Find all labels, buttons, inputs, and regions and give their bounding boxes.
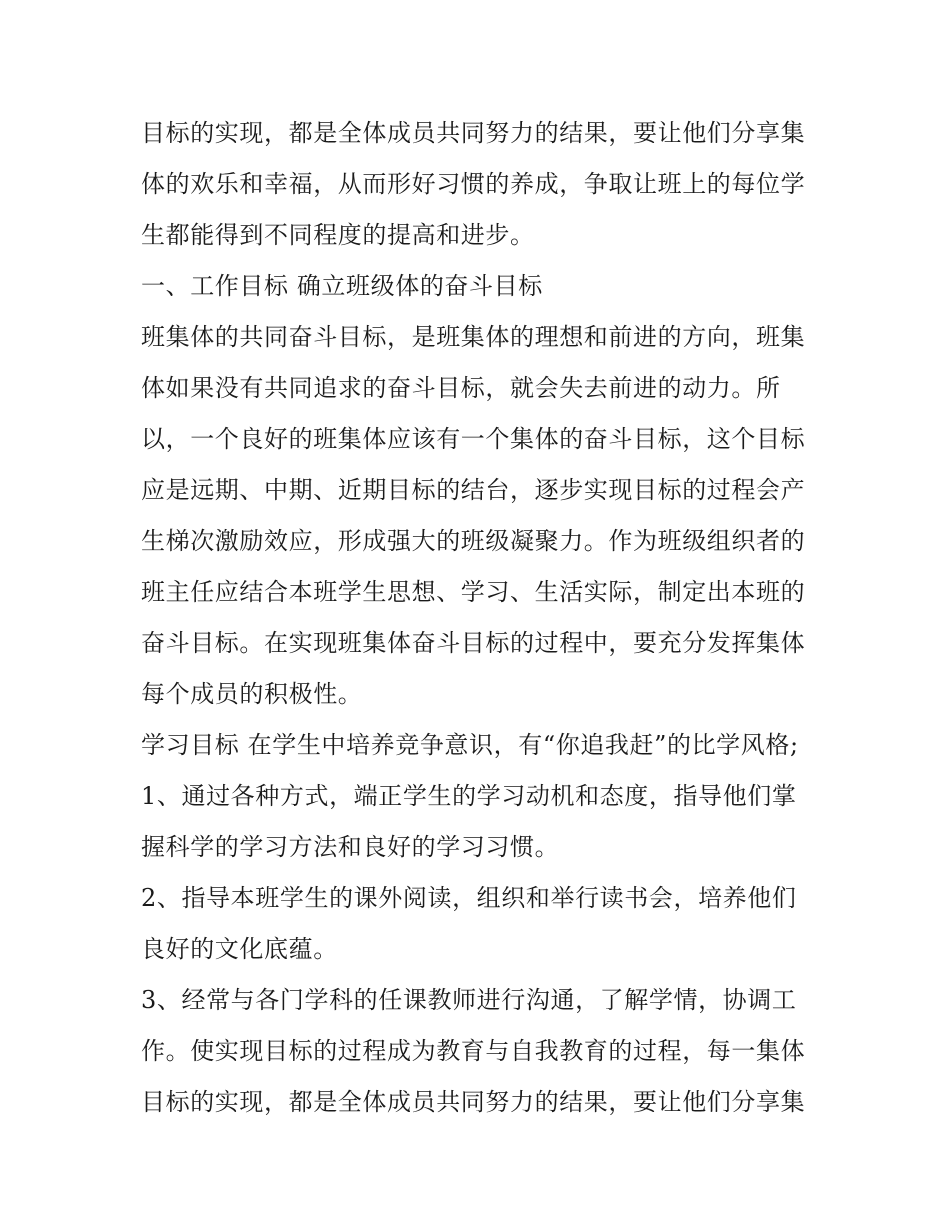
- text-line: 生梯次激励效应，形成强大的班级凝聚力。作为班级组织者的: [141, 527, 806, 555]
- text-line: 奋斗目标。在实现班集体奋斗目标的过程中，要充分发挥集体: [141, 629, 806, 657]
- text-line: 班集体的共同奋斗目标，是班集体的理想和前进的方向，班集: [141, 323, 806, 351]
- text-line: 生都能得到不同程度的提高和进步。: [141, 221, 535, 249]
- body-text: [141, 108, 821, 1128]
- subsection-heading: 学习目标 在学生中培养竞争意识，有“你追我赶”的比学风格;: [141, 731, 799, 759]
- text-line: 目标的实现，都是全体成员共同努力的结果，要让他们分享集: [141, 119, 806, 147]
- list-item: 1、通过各种方式，端正学生的学习动机和态度，指导他们掌: [141, 782, 797, 810]
- text-line: 目标的实现，都是全体成员共同努力的结果，要让他们分享集: [141, 1088, 806, 1116]
- text-line: 以，一个良好的班集体应该有一个集体的奋斗目标，这个目标: [141, 425, 806, 453]
- text-line: 班主任应结合本班学生思想、学习、生活实际，制定出本班的: [141, 578, 806, 606]
- text-line: 每个成员的积极性。: [141, 680, 363, 708]
- list-item: 2、指导本班学生的课外阅读，组织和举行读书会，培养他们: [141, 884, 797, 912]
- text-line: 应是远期、中期、近期目标的结台，逐步实现目标的过程会产: [141, 476, 806, 504]
- text-line: 作。使实现目标的过程成为教育与自我教育的过程，每一集体: [141, 1037, 806, 1065]
- section-heading: 一、工作目标 确立班级体的奋斗目标: [141, 272, 543, 300]
- text-line: 良好的文化底蕴。: [141, 935, 338, 963]
- text-line: 体如果没有共同追求的奋斗目标，就会失去前进的动力。所: [141, 374, 781, 402]
- text-line: 体的欢乐和幸福，从而形好习惯的养成，争取让班上的每位学: [141, 170, 806, 198]
- text-line: 握科学的学习方法和良好的学习习惯。: [141, 833, 560, 861]
- list-item: 3、经常与各门学科的任课教师进行沟通，了解学情，协调工: [141, 986, 797, 1014]
